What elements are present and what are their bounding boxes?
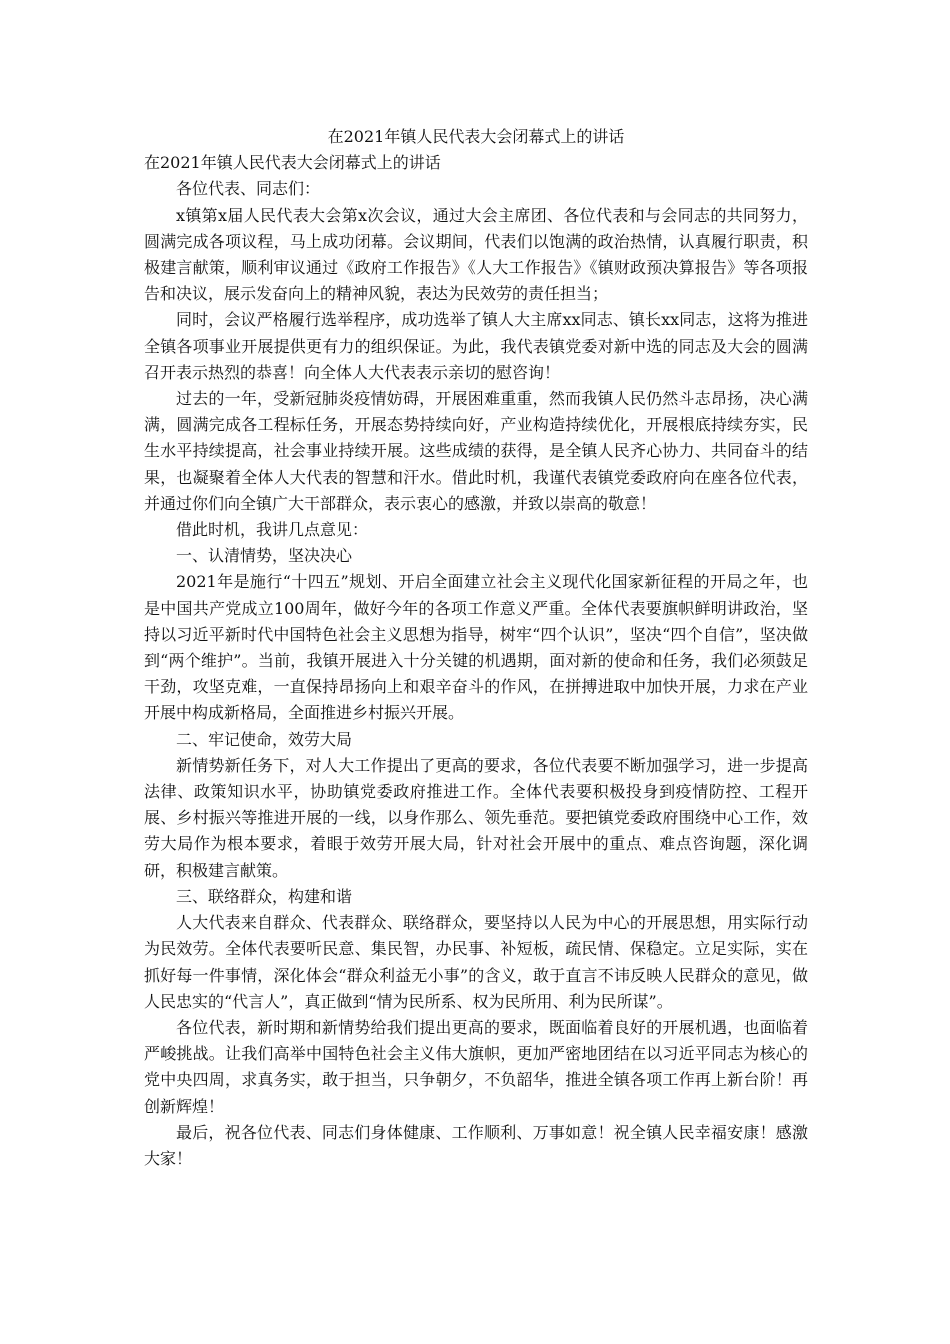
paragraph-section-3: 人大代表来自群众、代表群众、联络群众，要坚持以人民为中心的开展思想，用实际行动为民效劳。全体代表要听民意、集民智，办民事、补短板，疏民情、保稳定。立足实际，实在抓好每一件事情，深化体会“群众利益无小事”的含义，敢于直言不讳反映人民群众的意见，做人民忠实的“代言人”，真正做到“情为民所系、权为民所用、利为民所谋”。 [144,913,808,1011]
section-heading-1: 一、认清情势，坚决决心 [176,546,353,566]
paragraph-opinions-intro: 借此时机，我讲几点意见： [176,520,369,540]
paragraph-past-year: 过去的一年，受新冠肺炎疫情妨碍，开展困难重重，然而我镇人民仍然斗志昂扬，决心满满，圆满完成各工程标任务，开展态势持续向好，产业构造持续优化，开展根底持续夯实，民生水平持续提高，社会事业持续开展。这些成绩的获得，是全镇人民齐心协力、共同奋斗的结果，也凝聚着全体人大代表的智慧和汗水。借此时机，我谨代表镇党委政府向在座各位代表，并通过你们向全镇广大干部群众，表示衷心的感激，并致以崇高的敬意！ [144,389,808,513]
paragraph-section-1: 2021年是施行“十四五”规划、开启全面建立社会主义现代化国家新征程的开局之年，也是中国共产党成立100周年，做好今年的各项工作意义严重。全体代表要旗帜鲜明讲政治，坚持以习近平新时代中国特色社会主义思想为指导，树牢“四个认识”，坚决“四个自信”，坚决做到“两个维护”。当前，我镇开展进入十分关键的机遇期，面对新的使命和任务，我们必须鼓足干劲，攻坚克难，一直保持昂扬向上和艰辛奋斗的作风，在拼搏进取中加快开展，力求在产业开展中构成新格局，全面推进乡村振兴开展。 [144,572,808,723]
document-subtitle: 在2021年镇人民代表大会闭幕式上的讲话 [144,153,441,173]
paragraph-election: 同时，会议严格履行选举程序，成功选举了镇人大主席xx同志、镇长xx同志，这将为推进全镇各项事业开展提供更有力的组织保证。为此，我代表镇党委对新中选的同志及大会的圆满召开表示热烈的恭喜！向全体人大代表表示亲切的慰咨询！ [144,310,808,382]
section-heading-2: 二、牢记使命，效劳大局 [176,729,353,749]
document-page [144,124,808,1172]
paragraph-meeting-summary: x镇第x届人民代表大会第x次会议，通过大会主席团、各位代表和与会同志的共同努力，圆满完成各项议程，马上成功闭幕。会议期间，代表们以饱满的政治热情，认真履行职责，积极建言献策，顺利审议通过《政府工作报告》《人大工作报告》《镇财政预决算报告》等各项报告和决议，展示发奋向上的精神风貌，表达为民效劳的责任担当； [144,205,808,304]
paragraph-greeting: 各位代表、同志们： [176,179,321,199]
paragraph-section-2: 新情势新任务下，对人大工作提出了更高的要求，各位代表要不断加强学习，进一步提高法律、政策知识水平，协助镇党委政府推进工作。全体代表要积极投身到疫情防控、工程开展、乡村振兴等推进开展的一线，以身作那么、领先垂范。要把镇党委政府围绕中心工作，效劳大局作为根本要求，着眼于效劳开展大局，针对社会开展中的重点、难点咨询题，深化调研，积极建言献策。 [144,755,808,880]
document-title: 在2021年镇人民代表大会闭幕式上的讲话 [327,127,625,146]
section-heading-3: 三、联络群众，构建和谐 [176,886,353,906]
paragraph-closing: 最后，祝各位代表、同志们身体健康、工作顺利、万事如意！祝全镇人民幸福安康！感激大家！ [144,1122,808,1168]
paragraph-call-to-action: 各位代表，新时期和新情势给我们提出更高的要求，既面临着良好的开展机遇，也面临着严峻挑战。让我们高举中国特色社会主义伟大旗帜，更加严密地团结在以习近平同志为核心的党中央四周，求真务实，敢于担当，只争朝夕，不负韶华，推进全镇各项工作再上新台阶！再创新辉煌！ [144,1017,808,1116]
